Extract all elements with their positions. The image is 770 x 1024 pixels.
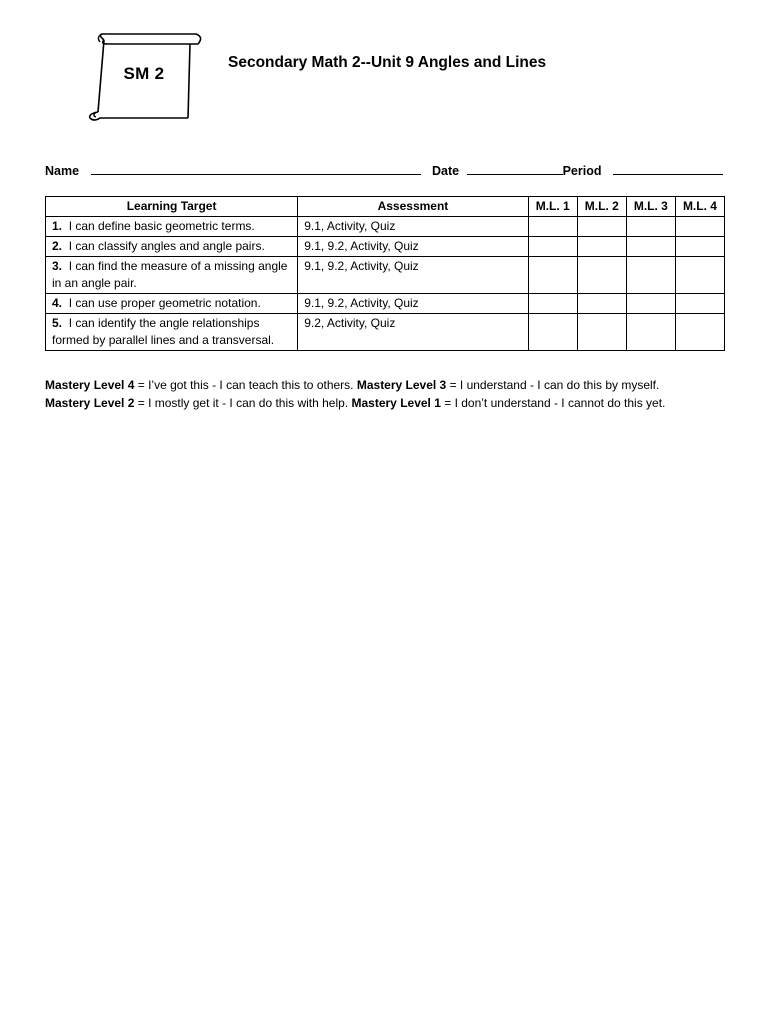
mastery-level-2-label: Mastery Level 2 xyxy=(45,396,135,410)
header-learning-target: Learning Target xyxy=(46,197,298,217)
ml-1-cell[interactable] xyxy=(528,257,577,294)
name-field[interactable] xyxy=(91,162,421,175)
mastery-line-1 xyxy=(45,376,745,394)
mastery-level-2-text: = I mostly get it - I can do this with help. xyxy=(134,396,352,410)
period-field[interactable] xyxy=(613,162,723,175)
mastery-level-4-label: Mastery Level 4 xyxy=(45,378,135,392)
target-number: 2. xyxy=(52,239,63,253)
target-cell xyxy=(46,294,298,314)
date-label: Date xyxy=(432,164,460,178)
assessment-cell: 9.1, 9.2, Activity, Quiz xyxy=(298,257,529,294)
target-number: 5. xyxy=(52,316,63,330)
page-title: Secondary Math 2--Unit 9 Angles and Lines xyxy=(228,54,547,71)
target-number: 3. xyxy=(52,259,63,273)
assessment-cell: 9.1, 9.2, Activity, Quiz xyxy=(298,237,529,257)
header-ml-2: M.L. 2 xyxy=(577,197,626,217)
ml-4-cell[interactable] xyxy=(675,217,724,237)
header-ml-1: M.L. 1 xyxy=(528,197,577,217)
table-row xyxy=(46,237,725,257)
table-row xyxy=(46,217,725,237)
table-row xyxy=(46,294,725,314)
ml-1-cell[interactable] xyxy=(528,217,577,237)
ml-4-cell[interactable] xyxy=(675,237,724,257)
table-header-row xyxy=(46,197,725,217)
assessment-cell: 9.1, 9.2, Activity, Quiz xyxy=(298,294,529,314)
name-label: Name xyxy=(45,164,80,178)
mastery-level-3-text: = I understand - I can do this by myself. xyxy=(446,378,660,392)
learning-targets-table xyxy=(45,196,725,351)
target-cell xyxy=(46,257,298,294)
table-row xyxy=(46,314,725,351)
target-cell xyxy=(46,314,298,351)
ml-3-cell[interactable] xyxy=(626,314,675,351)
ml-1-cell[interactable] xyxy=(528,237,577,257)
badge-label: SM 2 xyxy=(123,64,165,83)
ml-3-cell[interactable] xyxy=(626,217,675,237)
target-text: I can find the measure of a missing angle in an angle pair. xyxy=(52,259,288,290)
assessment-cell: 9.2, Activity, Quiz xyxy=(298,314,529,351)
ml-3-cell[interactable] xyxy=(626,257,675,294)
ml-2-cell[interactable] xyxy=(577,237,626,257)
target-number: 1. xyxy=(52,219,63,233)
ml-3-cell[interactable] xyxy=(626,294,675,314)
assessment-cell: 9.1, Activity, Quiz xyxy=(298,217,529,237)
student-info-line xyxy=(45,162,735,178)
target-text: I can use proper geometric notation. xyxy=(68,296,261,310)
mastery-level-1-label: Mastery Level 1 xyxy=(351,396,441,410)
table-row xyxy=(46,257,725,294)
ml-4-cell[interactable] xyxy=(675,294,724,314)
ml-1-cell[interactable] xyxy=(528,314,577,351)
ml-2-cell[interactable] xyxy=(577,314,626,351)
target-number: 4. xyxy=(52,296,63,310)
mastery-level-3-label: Mastery Level 3 xyxy=(356,378,447,392)
target-cell xyxy=(46,237,298,257)
ml-2-cell[interactable] xyxy=(577,257,626,294)
ml-4-cell[interactable] xyxy=(675,314,724,351)
mastery-level-4-text: = I’ve got this - I can teach this to others. xyxy=(134,378,357,392)
mastery-line-2 xyxy=(45,394,745,412)
ml-1-cell[interactable] xyxy=(528,294,577,314)
ml-2-cell[interactable] xyxy=(577,217,626,237)
date-field[interactable] xyxy=(467,162,563,175)
scroll-badge xyxy=(86,32,204,124)
ml-2-cell[interactable] xyxy=(577,294,626,314)
target-text: I can identify the angle relationships formed by parallel lines and a transversal. xyxy=(52,316,275,347)
header-ml-3: M.L. 3 xyxy=(626,197,675,217)
period-label: Period xyxy=(562,164,602,178)
header-assessment: Assessment xyxy=(298,197,529,217)
target-text: I can define basic geometric terms. xyxy=(68,219,255,233)
ml-3-cell[interactable] xyxy=(626,237,675,257)
target-text: I can classify angles and angle pairs. xyxy=(68,239,265,253)
mastery-level-1-text: = I don’t understand - I cannot do this yet. xyxy=(440,396,666,410)
header-ml-4: M.L. 4 xyxy=(675,197,724,217)
mastery-legend xyxy=(45,376,745,412)
ml-4-cell[interactable] xyxy=(675,257,724,294)
target-cell xyxy=(46,217,298,237)
